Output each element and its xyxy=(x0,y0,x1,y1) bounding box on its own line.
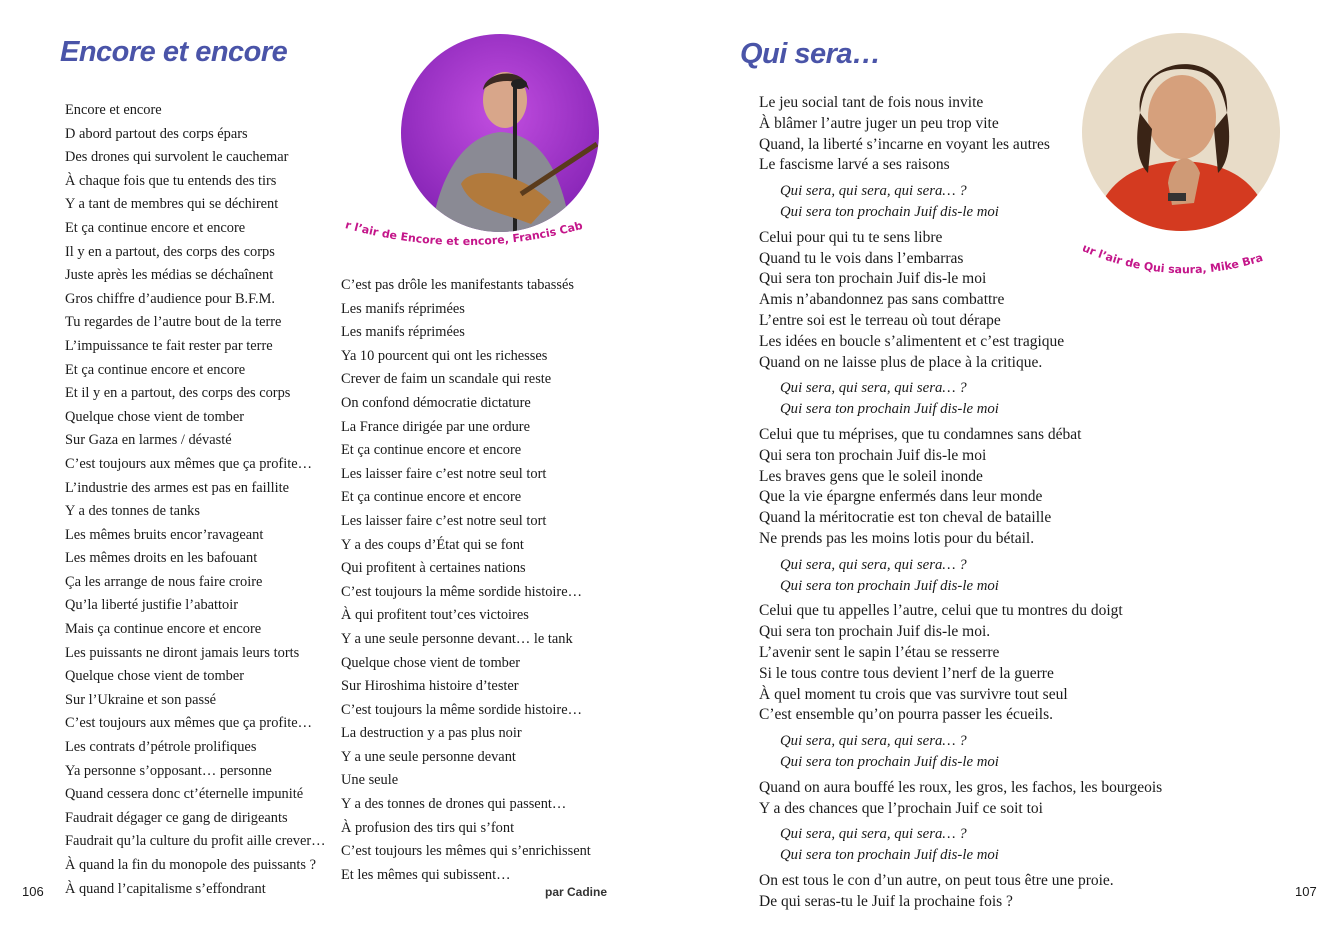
poem-right xyxy=(759,93,1162,912)
poem-line: La France dirigée par une ordure xyxy=(341,418,530,435)
refrain-line: Qui sera ton prochain Juif dis-le moi xyxy=(780,753,999,770)
refrain-line: Qui sera, qui sera, qui sera… ? xyxy=(780,380,967,397)
poem-line: L’industrie des armes est pas en faillite xyxy=(65,479,290,496)
poem-line: À qui profitent tout’ces victoires xyxy=(341,607,529,624)
refrain-line: Qui sera, qui sera, qui sera… ? xyxy=(780,183,967,200)
poem-line: C’est ensemble qu’on pourra passer les écueils. xyxy=(759,706,1053,724)
poem-line: Que la vie épargne enfermés dans leur monde xyxy=(759,488,1043,506)
poem-line: La destruction y a pas plus noir xyxy=(341,725,522,742)
stanza xyxy=(759,228,1162,374)
poem-line: On est tous le con d’un autre, on peut tous être une proie. xyxy=(759,871,1114,889)
poem-line: Sur Hiroshima histoire d’tester xyxy=(341,678,519,695)
poem-column-middle xyxy=(341,274,591,887)
poem-line: L’impuissance te fait rester par terre xyxy=(65,337,273,354)
poem-line: C’est pas drôle les manifestants tabassés xyxy=(341,277,574,293)
poem-line: À quand la fin du monopole des puissants ? xyxy=(65,857,316,873)
poem-line: À quel moment tu crois que vas survivre tout seul xyxy=(759,685,1068,703)
poem-line: Celui que tu méprises, que tu condamnes sans débat xyxy=(759,425,1082,443)
poem-line: Les manifs réprimées xyxy=(341,324,465,341)
poem-line: C’est toujours aux mêmes que ça profite… xyxy=(65,455,312,472)
refrain xyxy=(780,181,1162,223)
poem-line: L’entre soi est le terreau où tout dérape xyxy=(759,311,1001,329)
poem-line: Les puissants ne diront jamais leurs torts xyxy=(65,644,300,661)
poem-line: À chaque fois que tu entends des tirs xyxy=(65,172,277,189)
stanza xyxy=(759,778,1162,820)
poem-line: Les mêmes droits en les bafouant xyxy=(65,550,258,567)
poem-line: Et ça continue encore et encore xyxy=(65,219,246,236)
poem-line: Qui sera ton prochain Juif dis-le moi xyxy=(759,270,987,288)
poem-line: Qui sera ton prochain Juif dis-le moi xyxy=(759,446,987,464)
refrain-line: Qui sera, qui sera, qui sera… ? xyxy=(780,556,967,573)
poem-line: Celui que tu appelles l’autre, celui que tu montres du doigt xyxy=(759,602,1123,620)
poem-line: Des drones qui survolent le cauchemar xyxy=(65,149,289,166)
refrain-line: Qui sera, qui sera, qui sera… ? xyxy=(780,826,967,843)
poem-line: Si le tous contre tous devient l’nerf de la guerre xyxy=(759,664,1054,682)
poem-line: Ça les arrange de nous faire croire xyxy=(65,573,263,590)
poem-line: Ne prends pas les moins lotis pour du bétail. xyxy=(759,529,1035,547)
poem-line: Et ça continue encore et encore xyxy=(341,442,522,459)
stanza xyxy=(759,93,1162,176)
poem-line: Les laisser faire c’est notre seul tort xyxy=(341,465,547,482)
poem-line: Qui sera ton prochain Juif dis-le moi. xyxy=(759,623,991,641)
poem-line: Faudrait dégager ce gang de dirigeants xyxy=(65,809,288,826)
poem-line: Les idées en boucle s’alimentent et c’est tragique xyxy=(759,332,1065,350)
poem-line: Quand cessera donc ct’éternelle impunité xyxy=(65,786,304,803)
poem-line: Et ça continue encore et encore xyxy=(341,489,522,506)
refrain-line: Qui sera ton prochain Juif dis-le moi xyxy=(780,577,999,594)
poem-line: Mais ça continue encore et encore xyxy=(65,621,262,638)
poem-line: L’avenir sent le sapin l’étau se resserre xyxy=(759,643,1000,661)
poem-line: Quand la méritocratie est ton cheval de bataille xyxy=(759,509,1052,527)
stanza xyxy=(759,425,1162,550)
poem-line: C’est toujours la même sordide histoire… xyxy=(341,701,583,718)
caption-text-right: Sur l’air de Qui saura, Mike Brant xyxy=(1076,190,1265,277)
poem-line: Ya personne s’opposant… personne xyxy=(65,762,272,779)
poem-line: Et les mêmes qui subissent… xyxy=(341,866,511,883)
refrain xyxy=(780,555,1162,597)
poem-line: À profusion des tirs qui s’font xyxy=(341,819,515,836)
poem-line: Le jeu social tant de fois nous invite xyxy=(759,94,984,111)
poem-line: Sur l’Ukraine et son passé xyxy=(65,691,217,708)
stanza xyxy=(759,871,1162,913)
poem-line: Y a une seule personne devant… le tank xyxy=(341,630,573,647)
refrain xyxy=(780,378,1162,420)
poem-line: Quelque chose vient de tomber xyxy=(65,668,245,685)
poem-line: Tu regardes de l’autre bout de la terre xyxy=(65,314,282,331)
poem-line: Crever de faim un scandale qui reste xyxy=(341,371,552,388)
poem-line: Qu’la liberté justifie l’abattoir xyxy=(65,597,239,614)
poem-line: Y a des coups d’État qui se font xyxy=(341,536,524,553)
poem-line: On confond démocratie dictature xyxy=(341,394,531,411)
refrain-line: Qui sera ton prochain Juif dis-le moi xyxy=(780,203,999,220)
poem-line: Quelque chose vient de tomber xyxy=(65,408,245,425)
poem-line: C’est toujours la même sordide histoire… xyxy=(341,583,583,600)
poem-line: Les laisser faire c’est notre seul tort xyxy=(341,512,547,529)
poem-line: Qui profitent à certaines nations xyxy=(341,560,526,577)
poem-line: Les braves gens que le soleil inonde xyxy=(759,467,983,485)
song-caption-left xyxy=(336,170,590,260)
caption-text-left: sur l’air de Encore et encore, Francis Cabrel xyxy=(336,170,584,249)
poem-line: D abord partout des corps épars xyxy=(65,125,248,142)
poem-line: À quand l’capitalisme s’effondrant xyxy=(65,880,266,897)
poem-line: C’est toujours les mêmes qui s’enrichissent xyxy=(341,843,591,860)
refrain-line: Qui sera ton prochain Juif dis-le moi xyxy=(780,401,999,418)
poem-title-left: Encore et encore xyxy=(60,36,288,68)
refrain-line: Qui sera, qui sera, qui sera… ? xyxy=(780,733,967,750)
poem-line: Et il y en a partout, des corps des corps xyxy=(65,385,291,402)
author-credit: par Cadine xyxy=(545,885,608,899)
poem-line: Quand on aura bouffé les roux, les gros, les fachos, les bourgeois xyxy=(759,778,1163,796)
poem-line: Faudrait qu’la culture du profit aille crever… xyxy=(65,833,326,850)
poem-line: Juste après les médias se déchaînent xyxy=(65,267,274,284)
poem-line: À blâmer l’autre juger un peu trop vite xyxy=(759,114,999,132)
refrain xyxy=(780,731,1162,773)
poem-line: Encore et encore xyxy=(65,102,162,118)
poem-line: Quand, la liberté s’incarne en voyant les autres xyxy=(759,135,1050,153)
poem-line: Ya 10 pourcent qui ont les richesses xyxy=(341,347,548,364)
page-number-left: 106 xyxy=(22,884,44,899)
page-number-right: 107 xyxy=(1295,884,1317,899)
poem-title-right: Qui sera… xyxy=(740,38,881,70)
poem-line: Le fascisme larvé a ses raisons xyxy=(759,156,950,174)
poem-line: Sur Gaza en larmes / dévasté xyxy=(65,432,232,449)
poem-line: Il y en a partout, des corps des corps xyxy=(65,243,275,260)
poem-line: C’est toujours aux mêmes que ça profite… xyxy=(65,715,312,732)
poem-line: Une seule xyxy=(341,772,399,789)
poem-line: Y a des chances que l’prochain Juif ce soit toi xyxy=(759,799,1043,817)
poem-line: Les mêmes bruits encor’ravageant xyxy=(65,526,264,543)
poem-line: De qui seras-tu le Juif la prochaine fois ? xyxy=(759,892,1013,910)
poem-line: Quelque chose vient de tomber xyxy=(341,654,521,671)
poem-line: Gros chiffre d’audience pour B.F.M. xyxy=(65,290,275,307)
poem-line: Y a une seule personne devant xyxy=(341,748,516,765)
poem-line: Y a tant de membres qui se déchirent xyxy=(65,196,279,213)
poem-line: Les manifs réprimées xyxy=(341,300,465,317)
stanza xyxy=(759,601,1162,726)
poem-line: Celui pour qui tu te sens libre xyxy=(759,228,943,246)
poem-line: Quand tu le vois dans l’embarras xyxy=(759,249,964,267)
poem-line: Les contrats d’pétrole prolifiques xyxy=(65,739,257,756)
poem-line: Et ça continue encore et encore xyxy=(65,361,246,378)
poem-line: Quand on ne laisse plus de place à la critique. xyxy=(759,353,1043,371)
refrain-line: Qui sera ton prochain Juif dis-le moi xyxy=(780,847,999,864)
poem-line: Amis n’abandonnez pas sans combattre xyxy=(759,291,1005,309)
poem-line: Y a des tonnes de tanks xyxy=(65,503,200,520)
svg-text:sur l’air de Encore et encore, xyxy=(336,170,584,248)
poem-column-left xyxy=(65,99,326,901)
poem-line: Y a des tonnes de drones qui passent… xyxy=(341,796,567,813)
refrain xyxy=(780,824,1162,866)
